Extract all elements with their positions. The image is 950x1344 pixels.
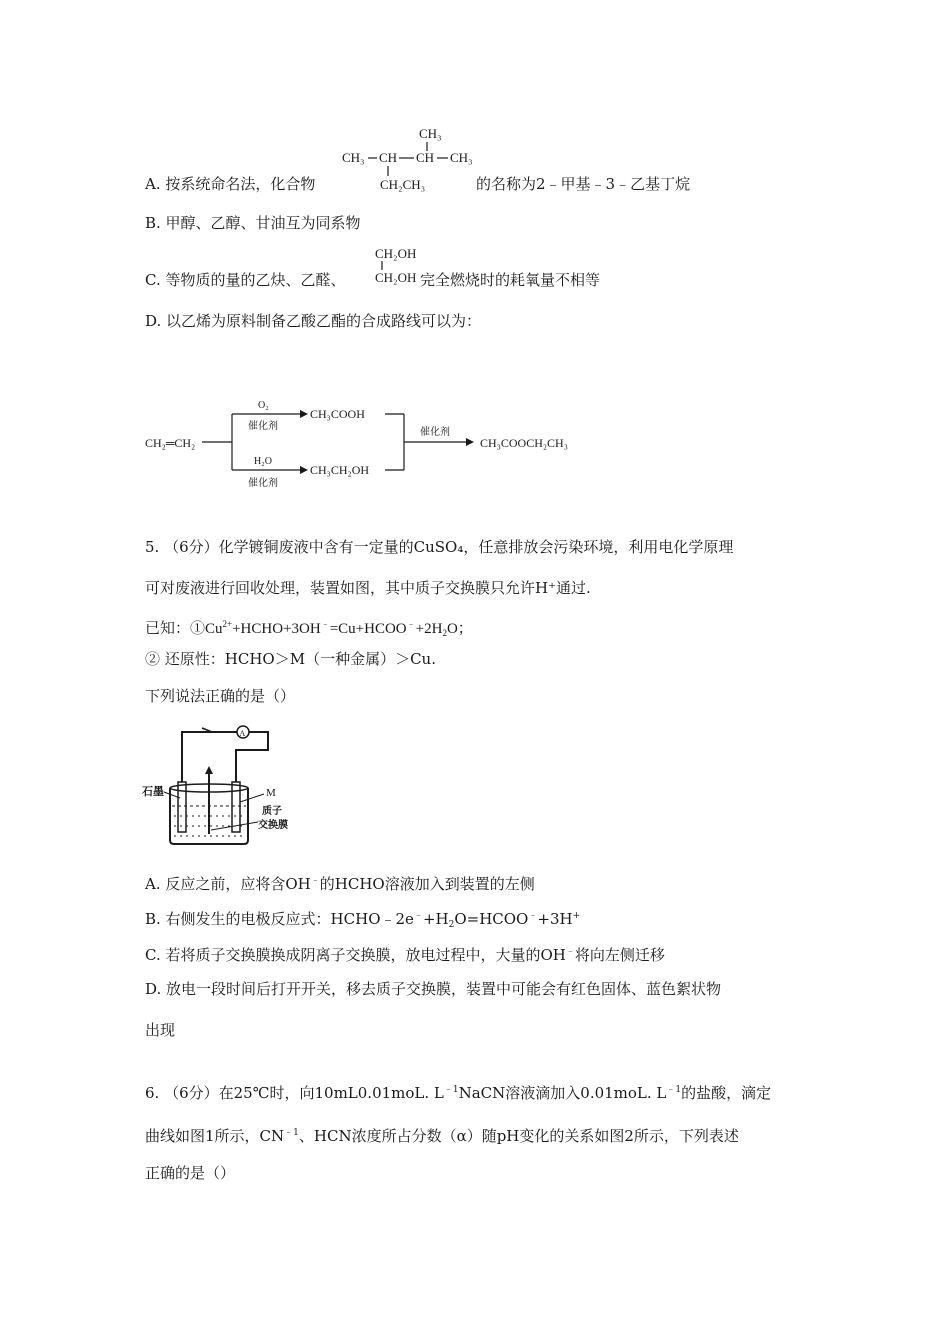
q5-question: 下列说法正确的是（） [145, 687, 296, 705]
q5-stem-line-2: 可对废液进行回收处理，装置如图，其中质子交换膜只允许H⁺通过. [145, 579, 591, 597]
route-upper-product: CH₃COOH [310, 407, 365, 421]
q5-known-1: 已知：$①Cu^{2+}+HCHO+3OH^﹣=Cu+HCOO^﹣+2H_2O$； [145, 619, 473, 638]
struct-ch3-right: CH₃ [450, 150, 473, 165]
q5-option-d-line-2: 出现 [145, 1021, 176, 1039]
q4-option-a-structure [340, 122, 485, 194]
q4-option-d: D. 以乙烯为原料制备乙酸乙酯的合成路线可以为： [145, 312, 482, 330]
svg-text:A: A [239, 729, 246, 738]
route-start: CH₂═CH₂ [145, 436, 196, 450]
q6-stem-line-3: 正确的是（） [145, 1164, 236, 1182]
q4-option-a [145, 174, 315, 194]
route-upper-catalyst: 催化剂 [248, 421, 278, 432]
electrolysis-apparatus-figure [140, 718, 290, 858]
metal-m-electrode [232, 782, 240, 832]
q5-option-a: A. 反应之前，应将含OH﹣的HCHO溶液加入到装置的左侧 [145, 875, 535, 893]
q5-option-d-line-1: D. 放电一段时间后打开开关，移去质子交换膜，装置中可能会有红色固体、蓝色絮状物 [145, 980, 722, 998]
q4-option-b: B. 甲醇、乙醇、甘油互为同系物 [145, 214, 361, 232]
struct-ch-2: CH [416, 150, 435, 165]
route-final-product: CH₃COOCH₂CH₃ [480, 436, 568, 450]
route-final-catalyst: 催化剂 [420, 427, 450, 438]
label-graphite: 石墨 [142, 786, 164, 798]
q5-stem-line-1: 5. （6分）化学镀铜废液中含有一定量的CuSO₄，任意排放会污染环境，利用电化学原理 [145, 538, 734, 556]
q6-stem-line-1: 6. （6分）在25℃时，向10mL0.01moL. $L^{﹣1}NaCN$溶液滴加入0.01moL. $L^{﹣1}$的盐酸，滴定 [145, 1084, 772, 1102]
label-m: M [266, 787, 276, 799]
route-lower-reagent: H₂O [254, 456, 272, 467]
q6-stem-line-2: 曲线如图1所示，$CN^{﹣1}$、HCN浓度所占分数（α）随pH变化的关系如图2所示，下列表述 [145, 1127, 739, 1145]
q5-option-c: C. 若将质子交换膜换成阴离子交换膜，放电过程中，大量的OH﹣将向左侧迁移 [145, 946, 665, 964]
label-membrane-1: 质子 [262, 806, 282, 817]
graphite-electrode [178, 782, 186, 832]
route-upper-reagent: O₂ [258, 400, 269, 411]
q5-option-b: B. 右侧发生的电极反应式：$HCHO﹣2e^﹣+H_2O=HCOO^﹣+3H^+$ [145, 910, 581, 930]
struct-ch3-left: CH₃ [342, 150, 365, 165]
route-lower-catalyst: 催化剂 [248, 478, 278, 489]
q4-option-a-prefix: A. 按系统命名法，化合物 [145, 175, 316, 193]
q4-option-a-suffix: 的名称为2﹣甲基﹣3﹣乙基丁烷 [476, 175, 691, 193]
synthesis-route-diagram [140, 392, 600, 492]
q4-option-c-prefix: C. 等物质的量的乙炔、乙醛、 [145, 271, 346, 289]
struct-branch: CH₂CH₃ [380, 177, 426, 192]
struct-top-ch3: CH₃ [419, 126, 442, 141]
route-lower-product: CH₃CH₂OH [310, 463, 370, 477]
q5-known-2: ② 还原性：HCHO＞M（一种金属）＞Cu. [145, 650, 436, 668]
glycol-bottom: CH₂OH [375, 270, 417, 285]
glycol-top: CH₂OH [375, 246, 417, 261]
q4-option-c-suffix: 完全燃烧时的耗氧量不相等 [420, 271, 601, 289]
label-membrane-2: 交换膜 [258, 820, 288, 831]
struct-ch-1: CH [379, 150, 398, 165]
